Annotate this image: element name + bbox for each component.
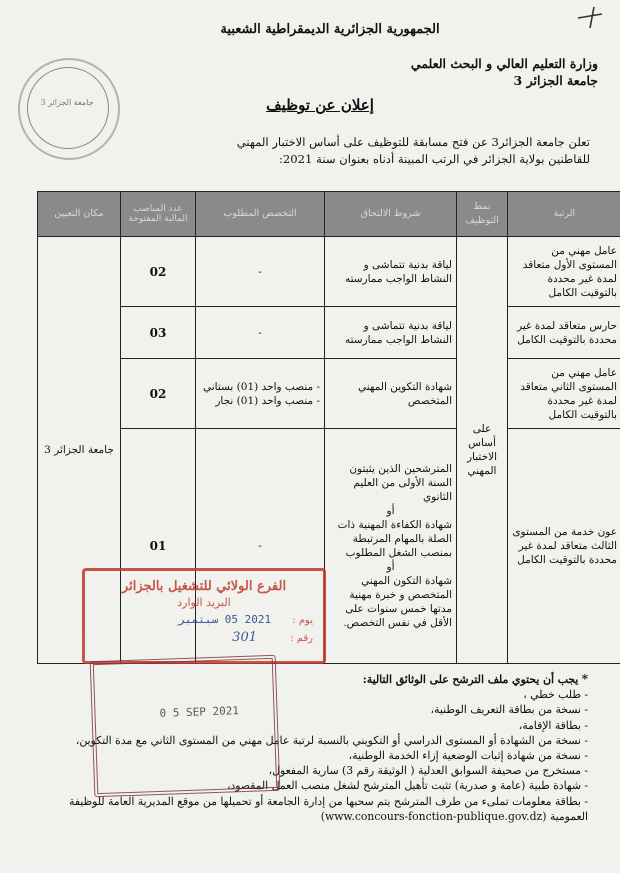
seal-text: جامعة الجزائر 3 bbox=[40, 98, 94, 107]
row2-rank: حارس متعاقد لمدة غير محددة بالتوقيت الكامل bbox=[508, 307, 620, 359]
row1-count: 02 bbox=[121, 237, 196, 307]
row2-count: 03 bbox=[121, 307, 196, 359]
header-mode: نمط التوظيف bbox=[457, 192, 508, 237]
page-title: إعلان عن توظيف bbox=[266, 96, 374, 114]
row4-rank: عون خدمة من المستوى الثالث متعاقد لمدة غير محددة بالتوقيت الكامل bbox=[508, 429, 620, 664]
row4-specialty: - bbox=[196, 429, 325, 664]
ministry-header: وزارة التعليم العالي و البحث العلمي bbox=[410, 56, 598, 71]
row4-conditions bbox=[325, 429, 457, 664]
document-item-2: - نسخة من بطاقة التعريف الوطنية، bbox=[430, 703, 588, 717]
row3-specialty-2: - منصب واحد (01) نجار bbox=[215, 394, 320, 407]
corner-mark-icon bbox=[572, 4, 608, 30]
row2-specialty: - bbox=[196, 307, 325, 359]
row4-count: 01 bbox=[121, 429, 196, 664]
header-specialty: التخصص المطلوب bbox=[196, 192, 325, 237]
row1-specialty: - bbox=[196, 237, 325, 307]
second-stamp-date: 0 5 SEP 2021 bbox=[159, 704, 240, 720]
row1-conditions: لياقة بدنية تتماشى و النشاط الواجب ممارسته bbox=[325, 237, 457, 307]
stamp-date: 2021 05 سبتمبر bbox=[178, 613, 272, 626]
stamp-line-1: الفرع الولائي للتشغيل بالجزائر bbox=[121, 579, 287, 594]
header-rank: الرتبة bbox=[508, 192, 620, 237]
table-row bbox=[38, 237, 620, 307]
stamp-number: 301 bbox=[232, 630, 257, 645]
header-count: عدد المناصب المالية المفتوحة bbox=[121, 192, 196, 237]
stamp-line-2: البريد الوارد bbox=[177, 596, 231, 609]
row3-specialty bbox=[196, 359, 325, 429]
row4-condition-1: المترشحين الذين يثبتون السنة الأولى من العليم الثانوي bbox=[349, 463, 452, 503]
document-item-6: - مستخرج من صحيفة السوابق العدلية ( الوثيقة رقم 3) سارية المفعول، bbox=[268, 764, 588, 778]
row4-or-2: أو bbox=[386, 561, 395, 573]
intro-paragraph bbox=[198, 134, 590, 168]
intro-line-2: للقاطنين بولاية الجزائر في الرتب المبينة أدناه بعنوان سنة 2021: bbox=[279, 152, 590, 166]
row3-conditions: شهادة التكوين المهني المتخصص bbox=[325, 359, 457, 429]
row3-specialty-1: - منصب واحد (01) بستاني bbox=[203, 380, 320, 393]
mode-cell: على أساس الاختبار المهني bbox=[457, 237, 508, 664]
table-row bbox=[38, 359, 620, 429]
row4-condition-2: شهادة الكفاءة المهنية ذات الصلة بالمهام المرتبطة بمنصب الشغل المطلوب bbox=[337, 519, 452, 559]
stamp-number-row: رقم : 301 bbox=[232, 630, 313, 645]
republic-header: الجمهورية الجزائرية الديمقراطية الشعبية bbox=[220, 22, 440, 37]
row3-count: 02 bbox=[121, 359, 196, 429]
row1-rank: عامل مهني من المستوى الأول متعاقد لمدة غير محددة بالتوقيت الكامل bbox=[508, 237, 620, 307]
document-item-3: - بطاقة الإقامة، bbox=[518, 718, 588, 732]
row4-or-1: أو bbox=[386, 505, 395, 517]
document-item-7: - شهادة طبية (عامة و صدرية) تثبت تأهيل المترشح لشغل منصب العمل المقصود، bbox=[226, 779, 588, 793]
second-stamp bbox=[90, 655, 281, 797]
row4-condition-3: شهادة التكون المهني المتخصص و خبرة مهنية مدتها خمس سنوات على الأقل في نفس التخصص. bbox=[343, 575, 452, 629]
document-item-8: - بطاقة معلومات تملىء من طرف المترشح يتم سحبها من إدارة الجامعة أو تحميلها من موقع المديرية العامة للوظيفة العمومية (www.concours-fonction-publique.gov.dz) bbox=[69, 794, 588, 823]
university-header: جامعة الجزائر 3 bbox=[513, 73, 598, 88]
place-cell: جامعة الجزائر 3 bbox=[38, 237, 121, 664]
table-header-row bbox=[38, 192, 620, 237]
reception-stamp bbox=[82, 568, 326, 664]
header-place: مكان التعيين bbox=[38, 192, 121, 237]
stamp-date-row: يوم : 2021 05 سبتمبر bbox=[178, 613, 313, 626]
row3-rank: عامل مهني من المستوى الثاني متعاقد لمدة غير محددة بالتوقيت الكامل bbox=[508, 359, 620, 429]
table-row bbox=[38, 307, 620, 359]
document-item-5: - نسخة من شهادة إثبات الوضعية إزاء الخدمة الوطنية، bbox=[348, 749, 588, 763]
row2-conditions: لياقة بدنية تتماشى و النشاط الواجب ممارسته bbox=[325, 307, 457, 359]
document-item-1: - طلب خطي ، bbox=[523, 688, 588, 702]
document-item-4: - نسخة من الشهادة أو المستوى الدراسي أو التكويني بالنسبة لرتبة عامل مهني من المستوى الثاني مع مدة التكوين، bbox=[75, 733, 588, 747]
university-seal-inner bbox=[27, 67, 109, 149]
header-conditions: شروط الالتحاق bbox=[325, 192, 457, 237]
intro-line-1: تعلن جامعة الجزائر3 عن فتح مسابقة للتوظيف على أساس الاختبار المهني bbox=[236, 135, 590, 149]
documents-heading: * يجب أن يحتوي ملف الترشح على الوثائق التالية: bbox=[362, 672, 588, 686]
